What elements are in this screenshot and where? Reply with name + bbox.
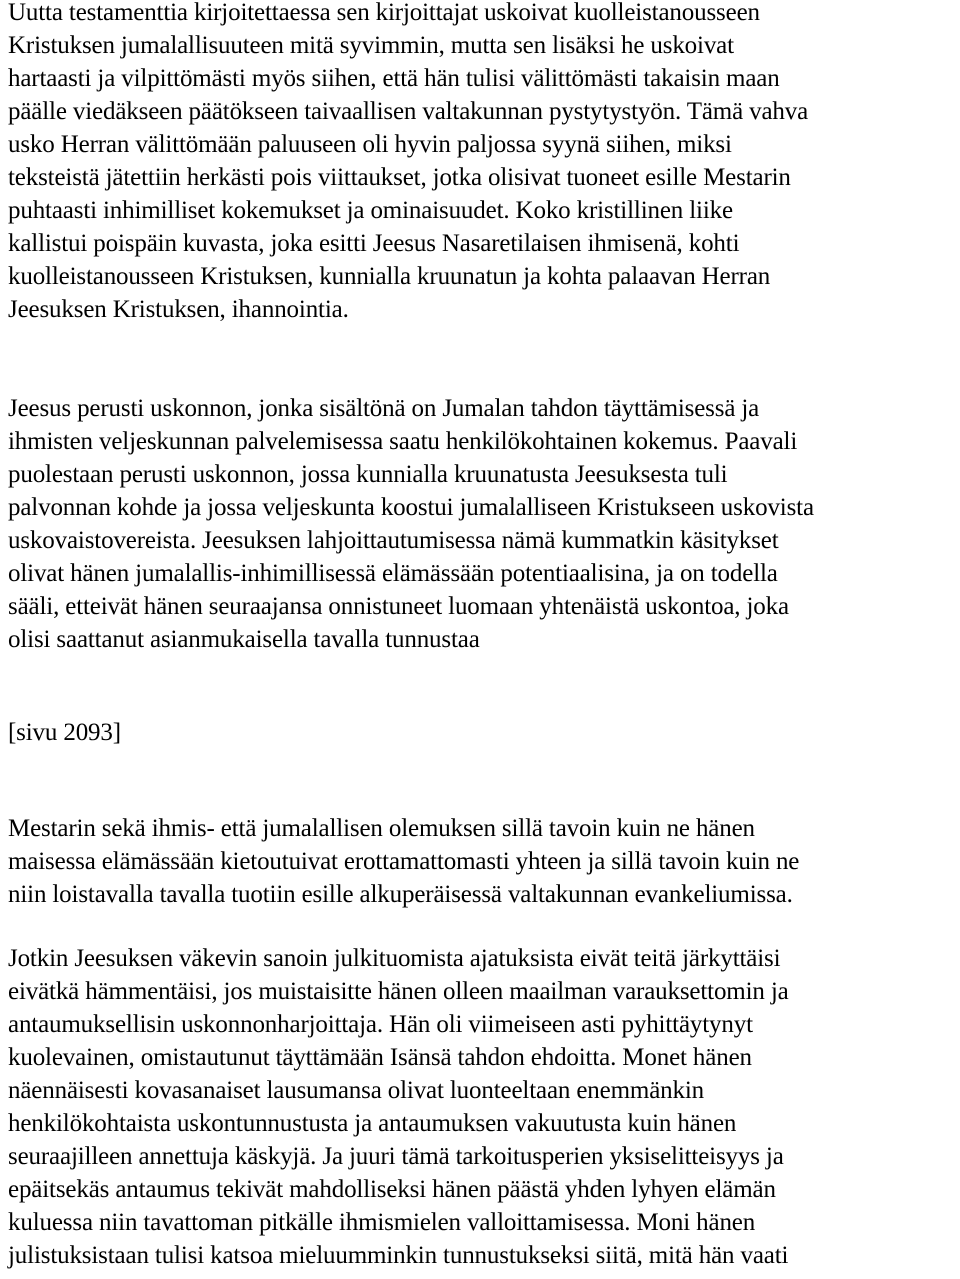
text-line: kallistui poispäin kuvasta, joka esitti Jeesus Nasaretilaisen ihmisenä, kohti <box>8 230 740 257</box>
text-line: Kristuksen jumalallisuuteen mitä syvimmin, mutta sen lisäksi he uskoivat <box>8 32 734 59</box>
text-line: näennäisesti kovasanaiset lausumansa olivat luonteeltaan enemmänkin <box>8 1077 704 1104</box>
page-number-label: [sivu 2093] <box>8 719 121 746</box>
text-line: sääli, etteivät hänen seuraajansa onnistuneet luomaan yhtenäistä uskontoa, joka <box>8 593 789 620</box>
text-line: olivat hänen jumalallis-inhimillisessä elämässään potentiaalisina, ja on todella <box>8 560 778 587</box>
text-line: kuolevainen, omistautunut täyttämään Isänsä tahdon ehdoitta. Monet hänen <box>8 1044 752 1071</box>
text-line: ihmisten veljeskunnan palvelemisessa saatu henkilökohtainen kokemus. Paavali <box>8 428 798 455</box>
text-line: Jeesuksen Kristuksen, ihannointia. <box>8 296 349 323</box>
text-line: teksteistä jätettiin herkästi pois viittaukset, jotka olisivat tuoneet esille Mestarin <box>8 164 791 191</box>
text-line: olisi saattanut asianmukaisella tavalla tunnustaa <box>8 626 480 653</box>
text-line: kuolleistanousseen Kristuksen, kunnialla kruunatun ja kohta palaavan Herran <box>8 263 771 290</box>
text-line: Mestarin sekä ihmis- että jumalallisen olemuksen sillä tavoin kuin ne hänen <box>8 815 755 842</box>
text-line: kuluessa niin tavattoman pitkälle ihmismielen valloittamisessa. Moni hänen <box>8 1209 756 1236</box>
paragraph-1 <box>8 0 958 326</box>
text-line: hartaasti ja vilpittömästi myös siihen, että hän tulisi välittömästi takaisin maan <box>8 65 780 92</box>
text-line: maisessa elämässään kietoutuivat erottamattomasti yhteen ja sillä tavoin kuin ne <box>8 848 800 875</box>
paragraph-2 <box>8 392 958 656</box>
text-line: eivätkä hämmentäisi, jos muistaisitte hänen olleen maailman varauksettomin ja <box>8 978 789 1005</box>
text-line: puhtaasti inhimilliset kokemukset ja ominaisuudet. Koko kristillinen liike <box>8 197 733 224</box>
text-line: päälle viedäkseen päätökseen taivaallisen valtakunnan pystytystyön. Tämä vahva <box>8 98 809 125</box>
text-line: usko Herran välittömään paluuseen oli hyvin paljossa syynä siihen, miksi <box>8 131 732 158</box>
text-line: Uutta testamenttia kirjoitettaessa sen kirjoittajat uskoivat kuolleistanousseen <box>8 0 760 26</box>
page-marker <box>8 716 958 749</box>
paragraph-3 <box>8 812 958 911</box>
text-line: uskovaistovereista. Jeesuksen lahjoittautumisessa nämä kummatkin käsitykset <box>8 527 779 554</box>
text-line: palvonnan kohde ja jossa veljeskunta koostui jumalalliseen Kristukseen uskovista <box>8 494 814 521</box>
text-line: puolestaan perusti uskonnon, jossa kunnialla kruunatusta Jeesuksesta tuli <box>8 461 728 488</box>
text-line: Jotkin Jeesuksen väkevin sanoin julkituomista ajatuksista eivät teitä järkyttäisi <box>8 945 781 972</box>
text-line: Jeesus perusti uskonnon, jonka sisältönä on Jumalan tahdon täyttämisessä ja <box>8 395 760 422</box>
paragraph-4 <box>8 942 958 1272</box>
text-line: julistuksistaan tulisi katsoa mieluumminkin tunnustukseksi siitä, mitä hän vaati <box>8 1242 789 1269</box>
text-line: seuraajilleen annettuja käskyjä. Ja juuri tämä tarkoitusperien yksiselitteisyys ja <box>8 1143 784 1170</box>
text-line: epäitsekäs antaumus tekivät mahdolliseksi hänen päästä yhden lyhyen elämän <box>8 1176 776 1203</box>
text-line: niin loistavalla tavalla tuotiin esille alkuperäisessä valtakunnan evankeliumissa. <box>8 881 793 908</box>
text-line: antaumuksellisin uskonnonharjoittaja. Hän oli viimeiseen asti pyhittäytynyt <box>8 1011 753 1038</box>
text-line: henkilökohtaista uskontunnustusta ja antaumuksen vakuutusta kuin hänen <box>8 1110 737 1137</box>
